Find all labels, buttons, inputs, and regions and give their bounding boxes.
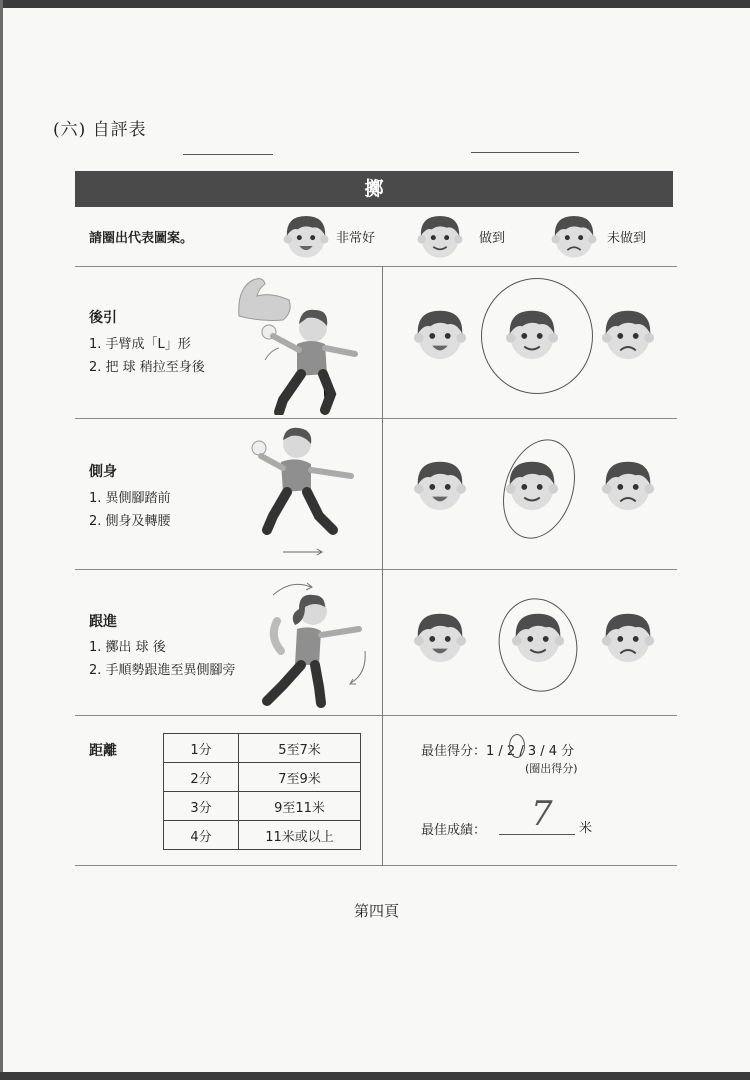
skill-step: 2. 側身及轉腰 xyxy=(89,514,171,529)
best-result-label: 最佳成績： xyxy=(421,823,487,838)
skill-title: 跟進 xyxy=(89,614,117,630)
distance-table xyxy=(163,733,361,850)
throwing-child-illustration xyxy=(255,573,375,713)
legend-label-not-done: 未做到 xyxy=(607,231,647,246)
pencil-circle xyxy=(490,591,586,699)
section-title: (六) 自評表 xyxy=(53,120,147,140)
table-cell: 11米或以上 xyxy=(239,821,361,850)
row-divider xyxy=(75,569,677,570)
pencil-circle xyxy=(491,430,587,548)
skill-step: 1. 異側腳踏前 xyxy=(89,491,171,506)
row-divider xyxy=(75,715,677,716)
row-divider xyxy=(75,418,677,419)
best-score-note: (圈出得分) xyxy=(525,762,578,775)
table-cell: 9至11米 xyxy=(239,792,361,821)
face-icon-smile xyxy=(411,305,469,363)
table-row xyxy=(164,734,361,763)
throwing-child-illustration xyxy=(231,270,361,415)
face-icon-smile xyxy=(411,456,469,514)
face-icon-smile xyxy=(411,608,469,666)
column-divider xyxy=(382,266,383,866)
best-result-unit: 米 xyxy=(579,821,593,836)
table-cell: 2分 xyxy=(164,763,239,792)
best-result-underline xyxy=(499,834,575,835)
legend-label-done: 做到 xyxy=(479,231,506,246)
table-cell: 5至7米 xyxy=(239,734,361,763)
skill-step: 1. 擲出 球 後 xyxy=(89,640,166,655)
face-icon-content xyxy=(415,211,465,261)
best-result-handwritten-value: 7 xyxy=(531,794,553,834)
row-divider xyxy=(75,865,677,866)
face-icon-sad xyxy=(599,456,657,514)
face-icon-sad xyxy=(549,211,599,261)
pencil-circle xyxy=(481,278,593,394)
window-bottom-border xyxy=(0,1072,750,1080)
best-score-label: 最佳得分：1 / 2 / 3 / 4 分 xyxy=(421,744,575,759)
table-row xyxy=(164,763,361,792)
skill-step: 2. 把 球 稍拉至身後 xyxy=(89,360,205,375)
face-icon-smile xyxy=(281,211,331,261)
table-cell: 7至9米 xyxy=(239,763,361,792)
skill-title: 後引 xyxy=(89,310,117,326)
table-cell: 4分 xyxy=(164,821,239,850)
skill-step: 1. 手臂成「L」形 xyxy=(89,337,191,352)
class-underline xyxy=(471,152,579,153)
face-icon-sad xyxy=(599,305,657,363)
table-cell: 3分 xyxy=(164,792,239,821)
legend-instruction: 請圈出代表圖案。 xyxy=(89,231,194,246)
table-row xyxy=(164,821,361,850)
table-cell: 1分 xyxy=(164,734,239,763)
worksheet-page xyxy=(3,8,750,1072)
legend-label-very-good: 非常好 xyxy=(336,231,376,246)
name-underline xyxy=(183,154,273,155)
page-number: 第四頁 xyxy=(353,902,399,920)
distance-label: 距離 xyxy=(89,743,117,759)
face-icon-sad xyxy=(599,608,657,666)
skill-title: 側身 xyxy=(89,464,117,480)
skill-banner: 擲 xyxy=(75,171,673,207)
throwing-child-illustration xyxy=(247,426,357,561)
skill-step: 2. 手順勢跟進至異側腳旁 xyxy=(89,663,236,678)
row-divider xyxy=(75,266,677,267)
table-row xyxy=(164,792,361,821)
window-top-border xyxy=(0,0,750,8)
score-pencil-circle xyxy=(509,734,525,758)
